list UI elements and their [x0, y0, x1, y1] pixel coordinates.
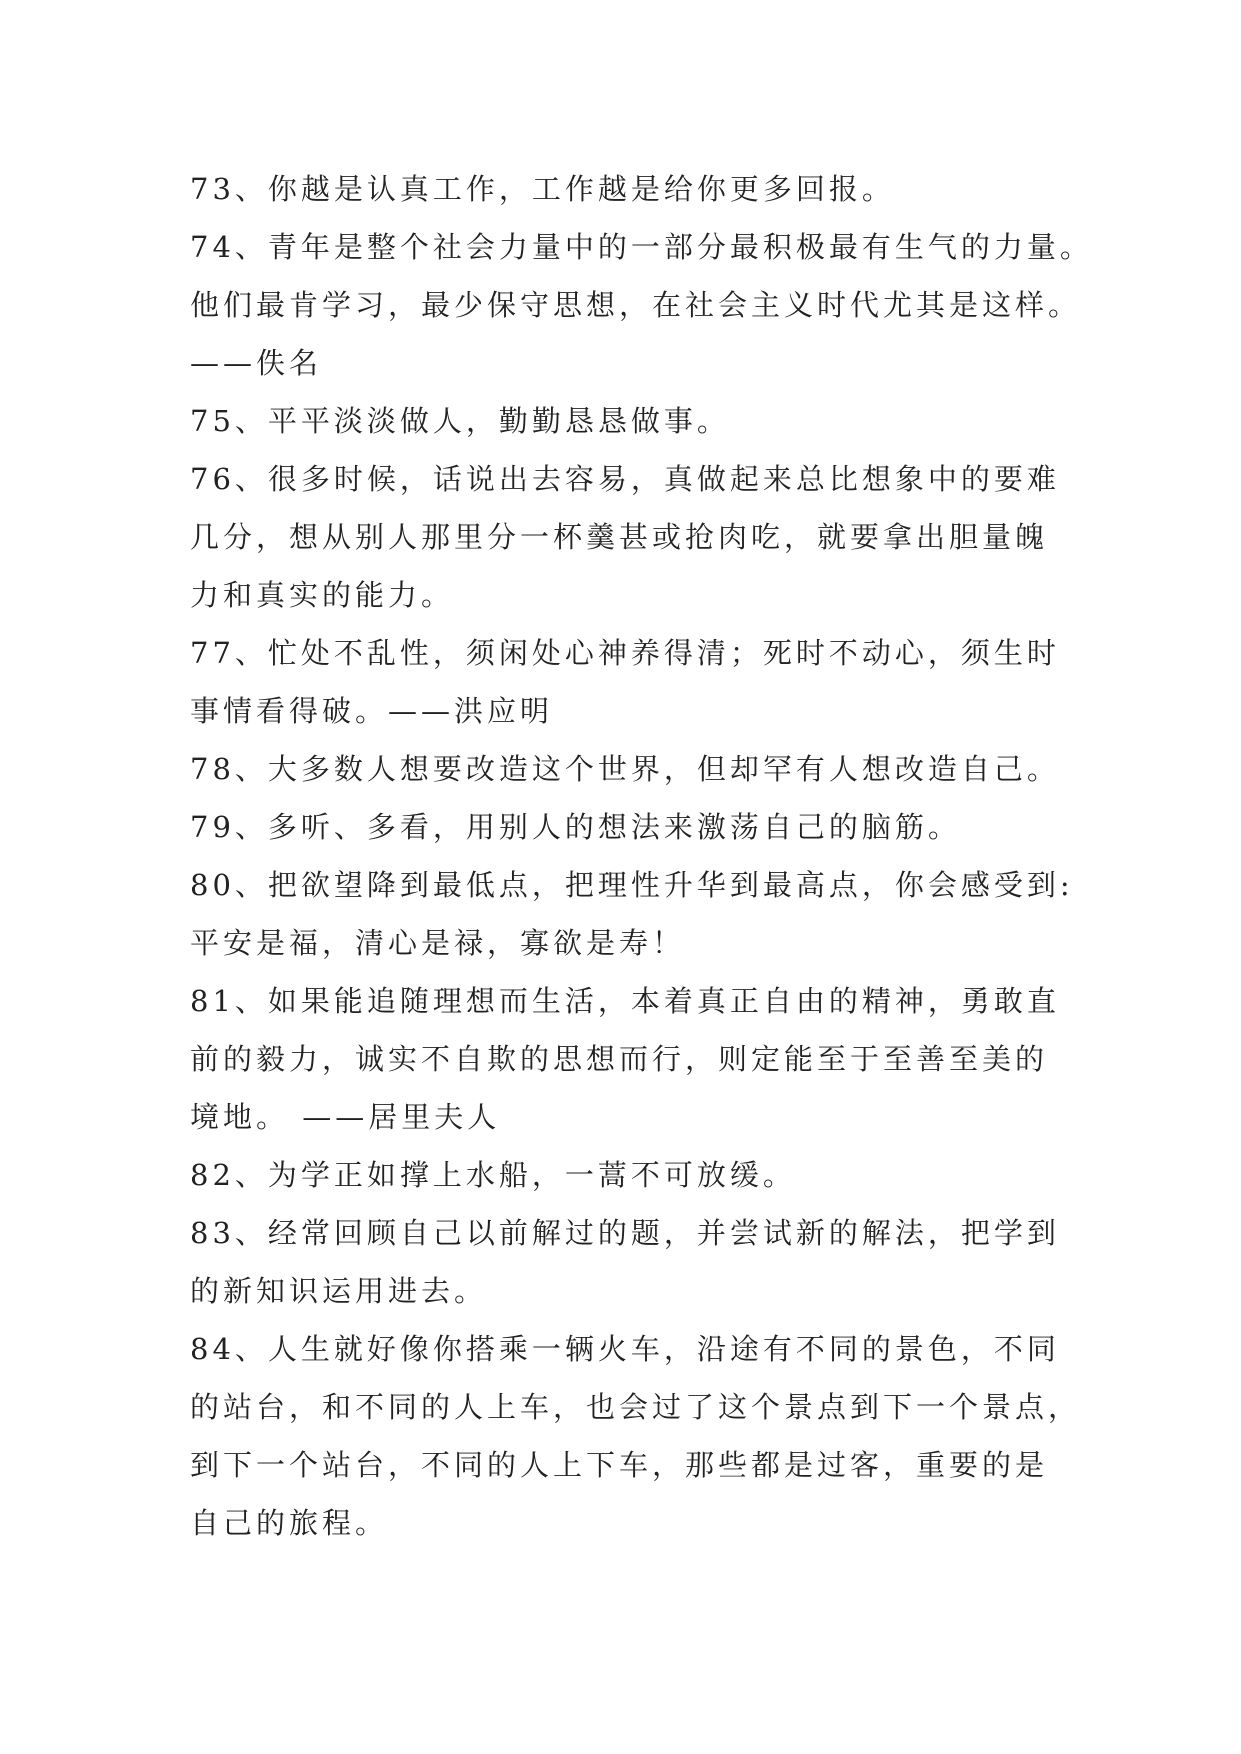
text-line: 75、平平淡淡做人，勤勤恳恳做事。 [190, 404, 730, 438]
text-line: 76、很多时候，话说出去容易，真做起来总比想象中的要难 [190, 462, 1060, 496]
text-line: 84、人生就好像你搭乘一辆火车，沿途有不同的景色，不同 [190, 1332, 1060, 1366]
text-line: 到下一个站台，不同的人上下车，那些都是过客，重要的是 [190, 1448, 1049, 1482]
text-line: 前的毅力，诚实不自欺的思想而行，则定能至于至善至美的 [190, 1042, 1049, 1076]
text-line: ——佚名 [190, 346, 323, 380]
text-line: 自己的旅程。 [190, 1506, 389, 1540]
text-line: 83、经常回顾自己以前解过的题，并尝试新的解法，把学到 [190, 1216, 1060, 1250]
text-line: 的新知识运用进去。 [190, 1274, 488, 1308]
text-line: 82、为学正如撑上水船，一蒿不可放缓。 [190, 1158, 796, 1192]
text-line: 79、多听、多看，用别人的想法来激荡自己的脑筋。 [190, 810, 961, 844]
text-line: 几分，想从别人那里分一杯羹甚或抢肉吃，就要拿出胆量魄 [190, 520, 1049, 554]
text-line: 74、青年是整个社会力量中的一部分最积极最有生气的力量。 [190, 230, 1093, 264]
text-line: 80、把欲望降到最低点，把理性升华到最高点，你会感受到: [190, 868, 1074, 902]
text-line: 78、大多数人想要改造这个世界，但却罕有人想改造自己。 [190, 752, 1060, 786]
document-body [190, 160, 1093, 1552]
text-line: 73、你越是认真工作，工作越是给你更多回报。 [190, 172, 895, 206]
text-line: 81、如果能追随理想而生活，本着真正自由的精神，勇敢直 [190, 984, 1060, 1018]
text-line: 77、忙处不乱性，须闲处心神养得清；死时不动心，须生时 [190, 636, 1060, 670]
text-line: 平安是福，清心是禄，寡欲是寿！ [190, 926, 686, 960]
text-line: 的站台，和不同的人上车，也会过了这个景点到下一个景点， [190, 1390, 1082, 1424]
text-line: 他们最肯学习，最少保守思想，在社会主义时代尤其是这样。 [190, 288, 1082, 322]
text-line: 境地。 ——居里夫人 [190, 1100, 501, 1134]
text-line: 力和真实的能力。 [190, 578, 455, 612]
text-line: 事情看得破。——洪应明 [190, 694, 554, 728]
